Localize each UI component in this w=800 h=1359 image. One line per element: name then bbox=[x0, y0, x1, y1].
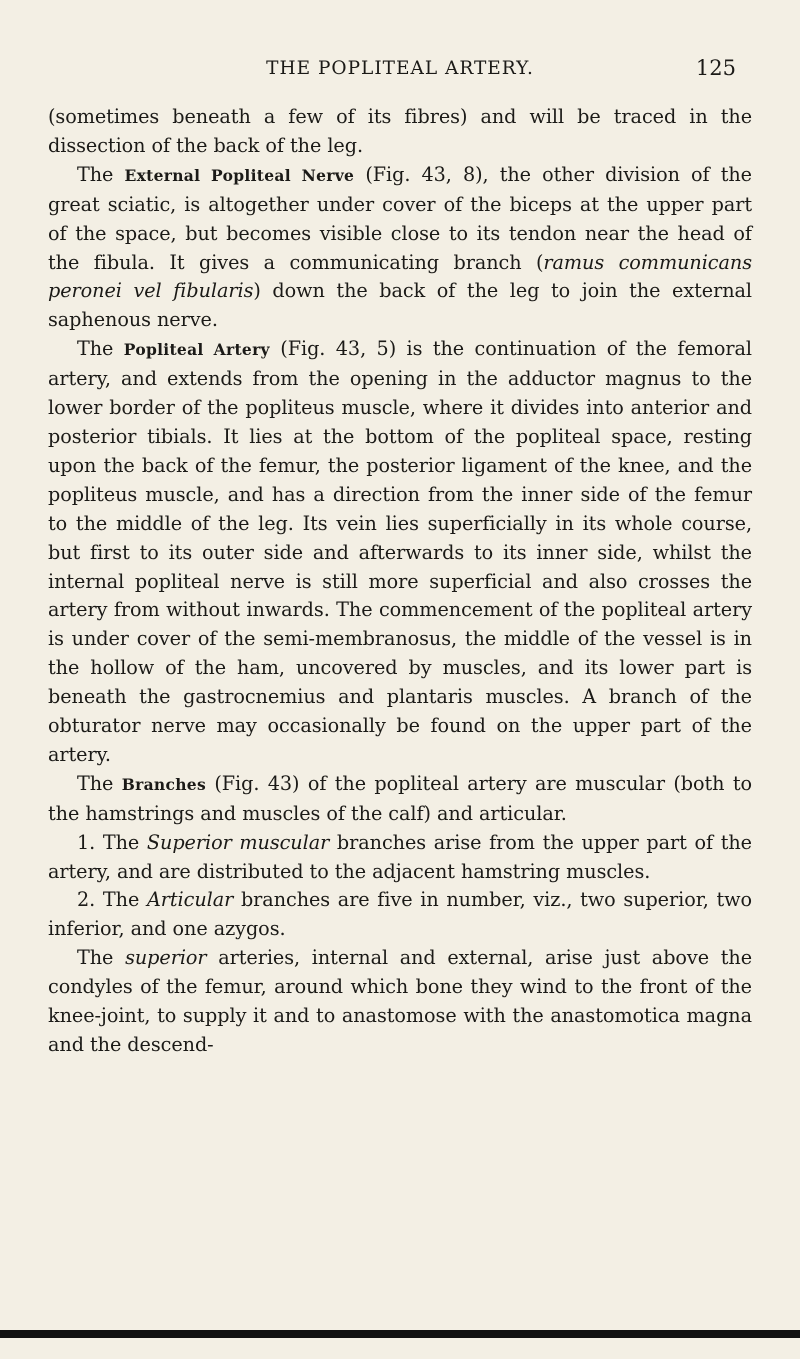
body-text bbox=[48, 103, 752, 1060]
page-bottom-edge bbox=[0, 1330, 800, 1338]
section-term: Popliteal Artery bbox=[123, 340, 270, 360]
running-header bbox=[50, 50, 750, 90]
italic-term: Superior muscular bbox=[146, 830, 330, 854]
text-run: branches arise from the upper part of the artery, and are distributed to the adjacent hamstring muscles. bbox=[48, 830, 752, 883]
text-run: 2. The bbox=[77, 888, 147, 912]
running-title: THE POPLITEAL ARTERY. bbox=[266, 58, 534, 79]
paragraph-articular bbox=[48, 886, 752, 944]
section-term: External Popliteal Nerve bbox=[124, 165, 355, 185]
text-run: (Fig. 43, 8), the other division of the great sciatic, is altogether under cover of the biceps at the upper part of the space, but becomes visible close to its tendon near the head of the fibula. It gives a communicating branch ( bbox=[48, 162, 752, 274]
text-run: branches are five in number, viz., two superior, two inferior, and one azygos. bbox=[48, 888, 752, 941]
page-margin bbox=[0, 1338, 800, 1359]
page-number: 125 bbox=[695, 56, 736, 80]
italic-term: ramus communicans peronei vel fibularis bbox=[48, 250, 752, 303]
text-run: ) down the back of the leg to join the external saphenous nerve. bbox=[48, 279, 752, 332]
paragraph-1 bbox=[48, 103, 752, 161]
text-run: (Fig. 43, 5) is the continuation of the femoral artery, and extends from the opening in the adductor magnus to the lower border of the popliteus muscle, where it divides into anterior and posterior tibials. It lies at the bottom of the popliteal space, resting upon the back of the femur, the posterior ligament of the knee, and the popliteus muscle, and has a direction from the inner side of the femur to the middle of the leg. Its vein lies superficially in its whole course, but first to its outer side and afterwards to its inner side, whilst the internal popliteal nerve is still more superficial and also crosses the artery from without inwards. The commencement of the popliteal artery is under cover of the semi-membranosus, the middle of the vessel is in the hollow of the ham, uncovered by muscles, and its lower part is beneath the gastrocnemius and plantaris muscles. A branch of the obturator nerve may occasionally be found on the upper part of the artery. bbox=[48, 337, 752, 766]
section-term: Branches bbox=[121, 774, 206, 794]
paragraph-popliteal-artery bbox=[48, 335, 752, 770]
text-run: The bbox=[77, 946, 126, 970]
text-run: (Fig. 43) of the popliteal artery are muscular (both to the hamstrings and muscles of the calf) and articular. bbox=[48, 771, 752, 825]
italic-term: superior bbox=[125, 946, 207, 970]
paragraph-superior-arteries bbox=[48, 944, 752, 1060]
text-run: The bbox=[77, 337, 124, 361]
text-run: 1. The bbox=[77, 830, 147, 854]
italic-term: Articular bbox=[146, 888, 234, 912]
paragraph-external-popliteal-nerve bbox=[48, 161, 752, 335]
text-run: The bbox=[77, 162, 125, 186]
paragraph-1-text: (sometimes beneath a few of its fibres) and will be traced in the dissection of the back of the leg. bbox=[48, 105, 752, 157]
paragraph-branches bbox=[48, 770, 752, 829]
paragraph-superior-muscular bbox=[48, 829, 752, 887]
text-run: The bbox=[77, 771, 122, 795]
text-run: arteries, internal and external, arise just above the condyles of the femur, around which bone they wind to the front of the knee-joint, to supply it and to anastomose with the anastomotica magna and the descend- bbox=[48, 946, 752, 1056]
